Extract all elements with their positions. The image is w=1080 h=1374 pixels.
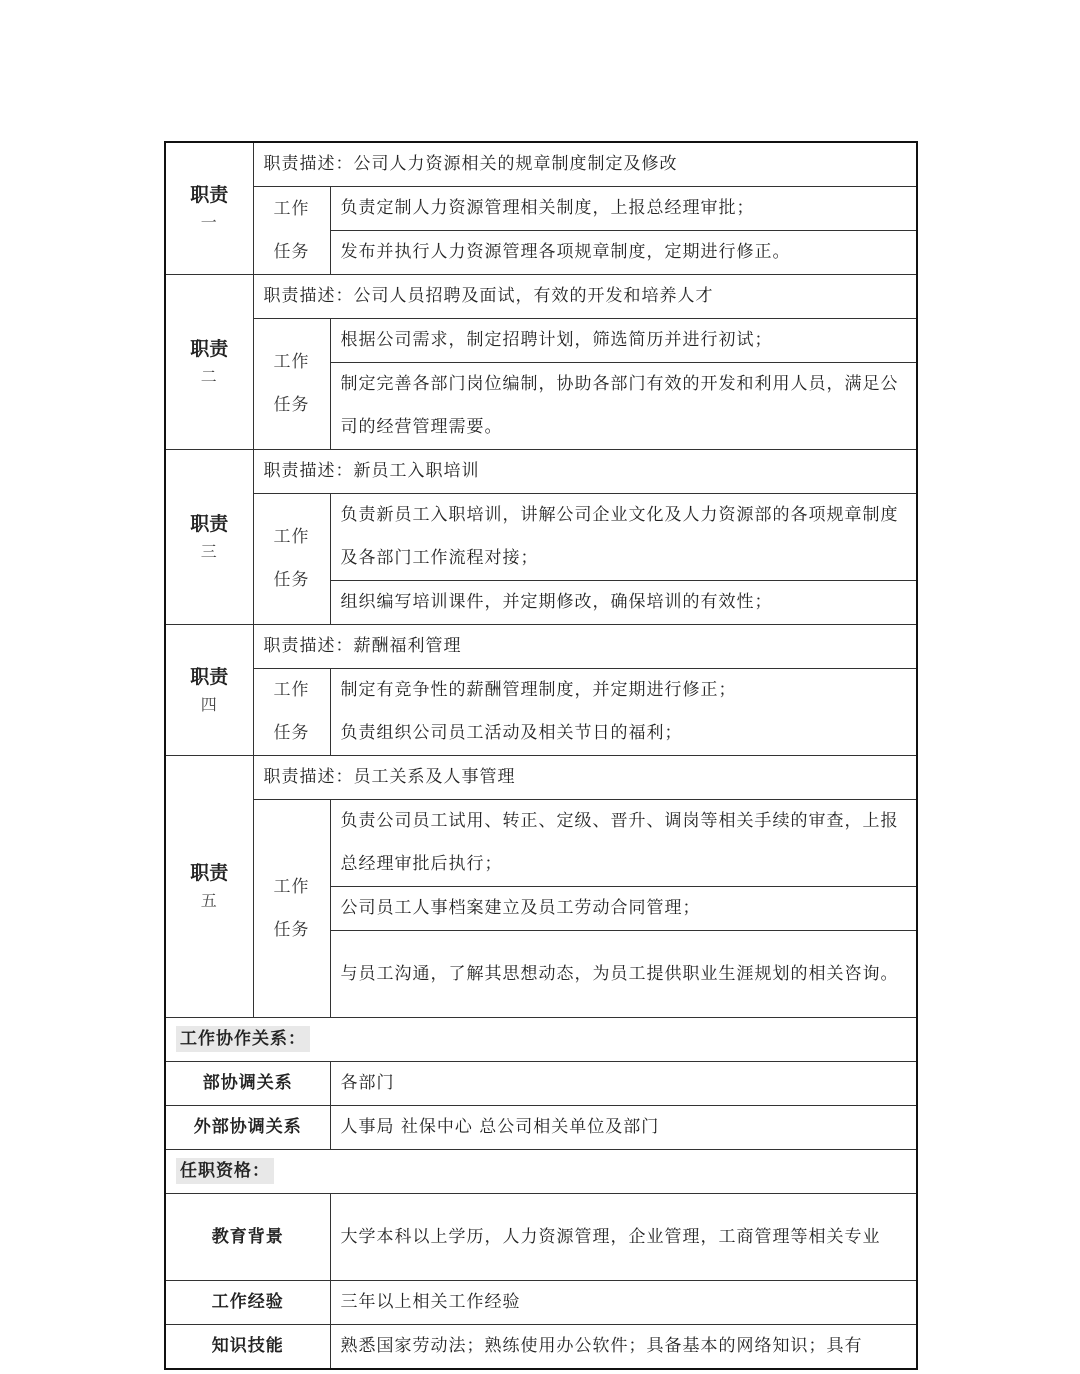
- task-item: 组织编写培训课件，并定期修改，确保培训的有效性；: [330, 581, 917, 625]
- duty-5-header: [165, 756, 253, 1018]
- task-item: 负责定制人力资源管理相关制度，上报总经理审批；: [330, 187, 917, 231]
- duty-number: 四: [200, 694, 218, 714]
- qualification-row: [165, 1325, 917, 1370]
- qualifications-heading: 任职资格：: [176, 1158, 274, 1184]
- task-item: 负责组织公司员工活动及相关节日的福利；: [330, 712, 917, 756]
- row-label: 工作经验: [165, 1281, 330, 1325]
- duty-title: 职责: [190, 862, 229, 884]
- duty-title: 职责: [190, 512, 229, 535]
- qualifications-heading-row: [165, 1150, 917, 1194]
- duty-4-header: [165, 625, 253, 756]
- task-label: 工作 任务: [253, 187, 330, 275]
- duty-2-description-row: [165, 275, 917, 319]
- row-value: 各部门: [330, 1062, 917, 1106]
- row-label: 部协调关系: [165, 1062, 330, 1106]
- duty-5-description-row: [165, 756, 917, 800]
- task-item: 制定完善各部门岗位编制，协助各部门有效的开发和利用人员，满足公司的经营管理需要。: [330, 363, 917, 450]
- duty-description: 职责描述：公司人员招聘及面试，有效的开发和培养人才: [253, 275, 917, 319]
- duty-4-description-row: [165, 625, 917, 669]
- qualification-row: [165, 1194, 917, 1281]
- duty-3-description-row: [165, 450, 917, 494]
- duty-number: 一: [200, 213, 218, 232]
- task-item: 公司员工人事档案建立及员工劳动合同管理；: [330, 887, 917, 931]
- cooperation-row: [165, 1106, 917, 1150]
- row-label: 外部协调关系: [165, 1106, 330, 1150]
- task-label: 工作 任务: [253, 669, 330, 756]
- task-item: 负责新员工入职培训，讲解公司企业文化及人力资源部的各项规章制度及各部门工作流程对接；: [330, 494, 917, 581]
- row-label: 教育背景: [165, 1194, 330, 1281]
- task-item: 制定有竞争性的薪酬管理制度，并定期进行修正；: [330, 669, 917, 713]
- duty-1-task-row: [165, 187, 917, 231]
- task-label: 工作 任务: [253, 319, 330, 450]
- row-value: 人事局 社保中心 总公司相关单位及部门: [330, 1106, 917, 1150]
- task-label: 工作 任务: [253, 800, 330, 1018]
- duty-3-header: [165, 450, 253, 625]
- duty-description: 职责描述：薪酬福利管理: [253, 625, 917, 669]
- duty-4-task-row: [165, 669, 917, 713]
- cooperation-row: [165, 1062, 917, 1106]
- duty-1-header: [165, 142, 253, 275]
- duty-1-description-row: [165, 142, 917, 187]
- row-value: 熟悉国家劳动法；熟练使用办公软件；具备基本的网络知识；具有: [330, 1325, 917, 1370]
- task-label: 工作 任务: [253, 494, 330, 625]
- duty-number: 五: [200, 891, 218, 910]
- duty-number: 三: [200, 541, 218, 561]
- row-value: 大学本科以上学历，人力资源管理，企业管理，工商管理等相关专业: [330, 1194, 917, 1281]
- duty-description: 职责描述：员工关系及人事管理: [253, 756, 917, 800]
- task-item: 与员工沟通，了解其思想动态，为员工提供职业生涯规划的相关咨询。: [330, 931, 917, 1018]
- duty-2-task-row: [165, 319, 917, 363]
- duty-title: 职责: [190, 337, 229, 360]
- duty-number: 二: [200, 366, 218, 386]
- task-item: 根据公司需求，制定招聘计划，筛选简历并进行初试；: [330, 319, 917, 363]
- cooperation-heading: 工作协作关系：: [176, 1026, 310, 1052]
- duty-title: 职责: [190, 665, 229, 688]
- duty-description: 职责描述：新员工入职培训: [253, 450, 917, 494]
- task-item: 发布并执行人力资源管理各项规章制度，定期进行修正。: [330, 231, 917, 275]
- qualification-row: [165, 1281, 917, 1325]
- duty-title: 职责: [190, 184, 229, 206]
- row-label: 知识技能: [165, 1325, 330, 1370]
- duty-description: 职责描述：公司人力资源相关的规章制度制定及修改: [253, 142, 917, 187]
- cooperation-heading-row: [165, 1018, 917, 1062]
- duty-3-task-row: [165, 494, 917, 581]
- duty-5-task-row: [165, 800, 917, 887]
- row-value: 三年以上相关工作经验: [330, 1281, 917, 1325]
- duty-2-header: [165, 275, 253, 450]
- task-item: 负责公司员工试用、转正、定级、晋升、调岗等相关手续的审查，上报总经理审批后执行；: [330, 800, 917, 887]
- job-description-table: [164, 141, 918, 1370]
